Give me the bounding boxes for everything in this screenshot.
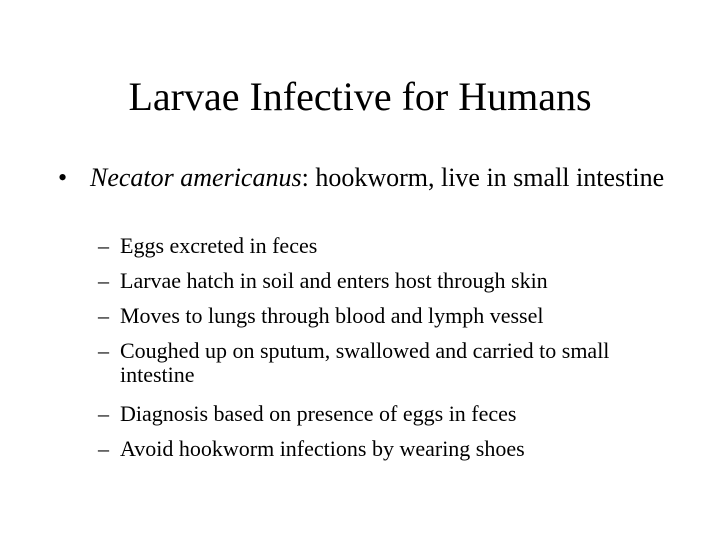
sub-bullet-item [98,402,658,426]
sub-bullet-text: Coughed up on sputum, swallowed and carried to small intestine [120,338,610,387]
sub-bullet-text: Avoid hookworm infections by wearing shoes [120,436,525,461]
sub-bullet-text: Diagnosis based on presence of eggs in feces [120,401,517,426]
main-bullet [58,162,678,193]
bullet-marker: • [58,163,68,192]
dash-marker: – [98,268,109,293]
sub-bullet-text: Larvae hatch in soil and enters host through skin [120,268,548,293]
dash-marker: – [98,233,109,258]
sub-bullet-text: Eggs excreted in feces [120,233,318,258]
dash-marker: – [98,401,109,426]
sub-bullet-item [98,339,668,387]
dash-marker: – [98,303,109,328]
main-bullet-description: : hookworm, live in small intestine [301,163,665,192]
dash-marker: – [98,436,109,461]
sub-bullet-text: Moves to lungs through blood and lymph vessel [120,303,544,328]
dash-marker: – [98,338,109,363]
main-bullet-text [58,162,678,193]
sub-bullet-item [98,437,658,461]
slide-title: Larvae Infective for Humans [128,74,592,119]
species-name: Necator americanus [90,163,302,192]
sub-bullet-item [98,304,658,328]
sub-bullet-item [98,234,658,258]
sub-bullet-item [98,269,658,293]
